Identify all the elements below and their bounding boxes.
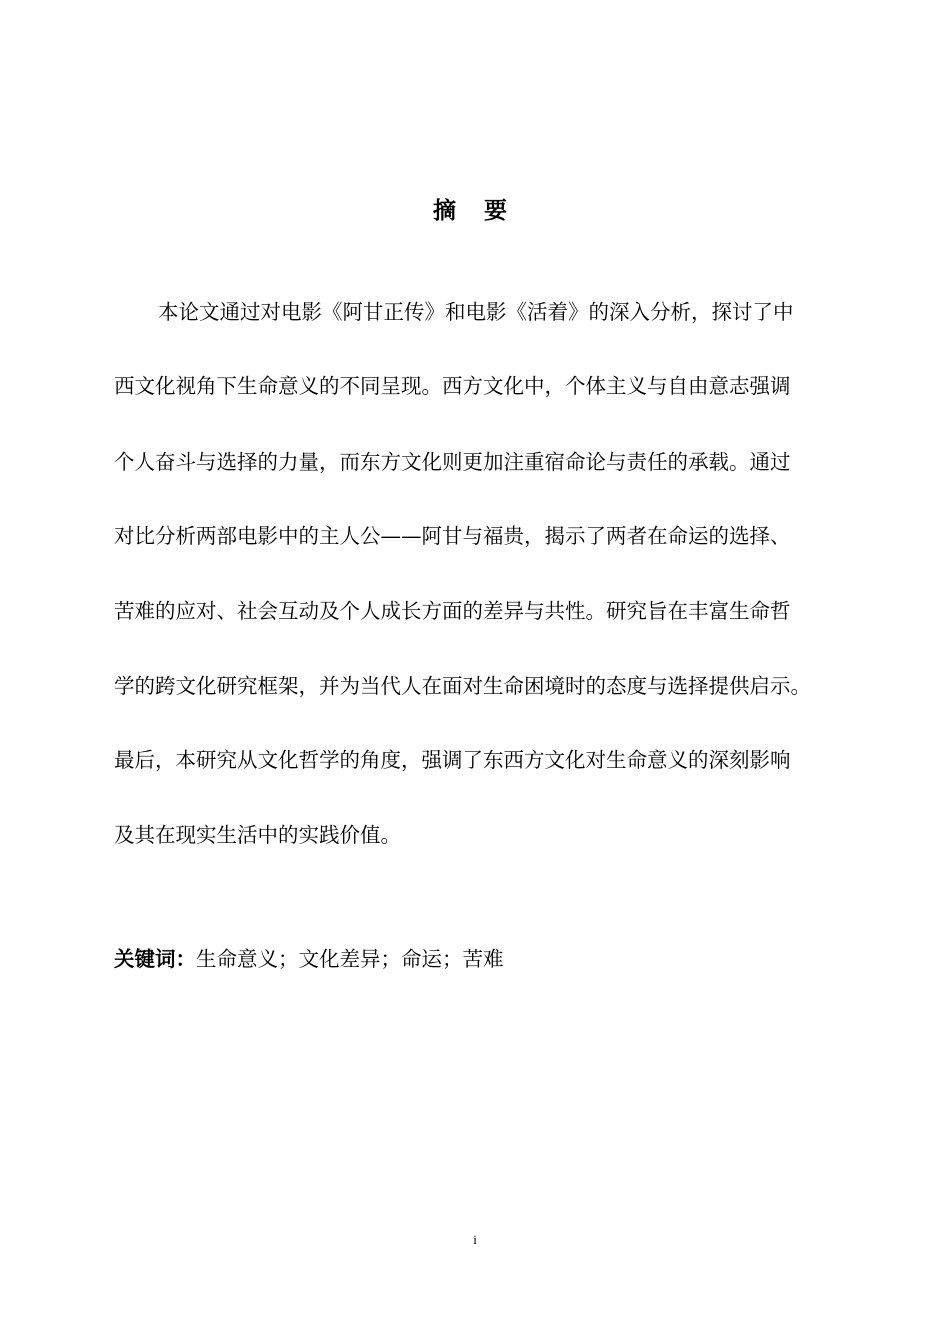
abstract-line-6: 学的跨文化研究框架，并为当代人在面对生命困境时的态度与选择提供启示。: [114, 674, 811, 698]
abstract-line-3: 个人奋斗与选择的力量，而东方文化则更加注重宿命论与责任的承载。通过: [114, 450, 791, 474]
page-number: i: [473, 1232, 477, 1247]
abstract-line-2: 西文化视角下生命意义的不同呈现。西方文化中，个体主义与自由意志强调: [114, 374, 791, 398]
keywords-value: 生命意义；文化差异；命运；苦难: [196, 947, 504, 971]
abstract-line-4: 对比分析两部电影中的主人公——阿甘与福贵，揭示了两者在命运的选择、: [114, 524, 791, 548]
abstract-title: 摘 要: [432, 198, 517, 224]
abstract-line-5: 苦难的应对、社会互动及个人成长方面的差异与共性。研究旨在丰富生命哲: [114, 599, 791, 623]
keywords-line: [114, 944, 504, 974]
abstract-line-8: 及其在现实生活中的实践价值。: [114, 823, 401, 847]
keywords-label: 关键词：: [114, 947, 196, 971]
abstract-line-7: 最后，本研究从文化哲学的角度，强调了东西方文化对生命意义的深刻影响: [114, 748, 791, 772]
abstract-line-1: 本论文通过对电影《阿甘正传》和电影《活着》的深入分析，探讨了中: [158, 300, 794, 324]
